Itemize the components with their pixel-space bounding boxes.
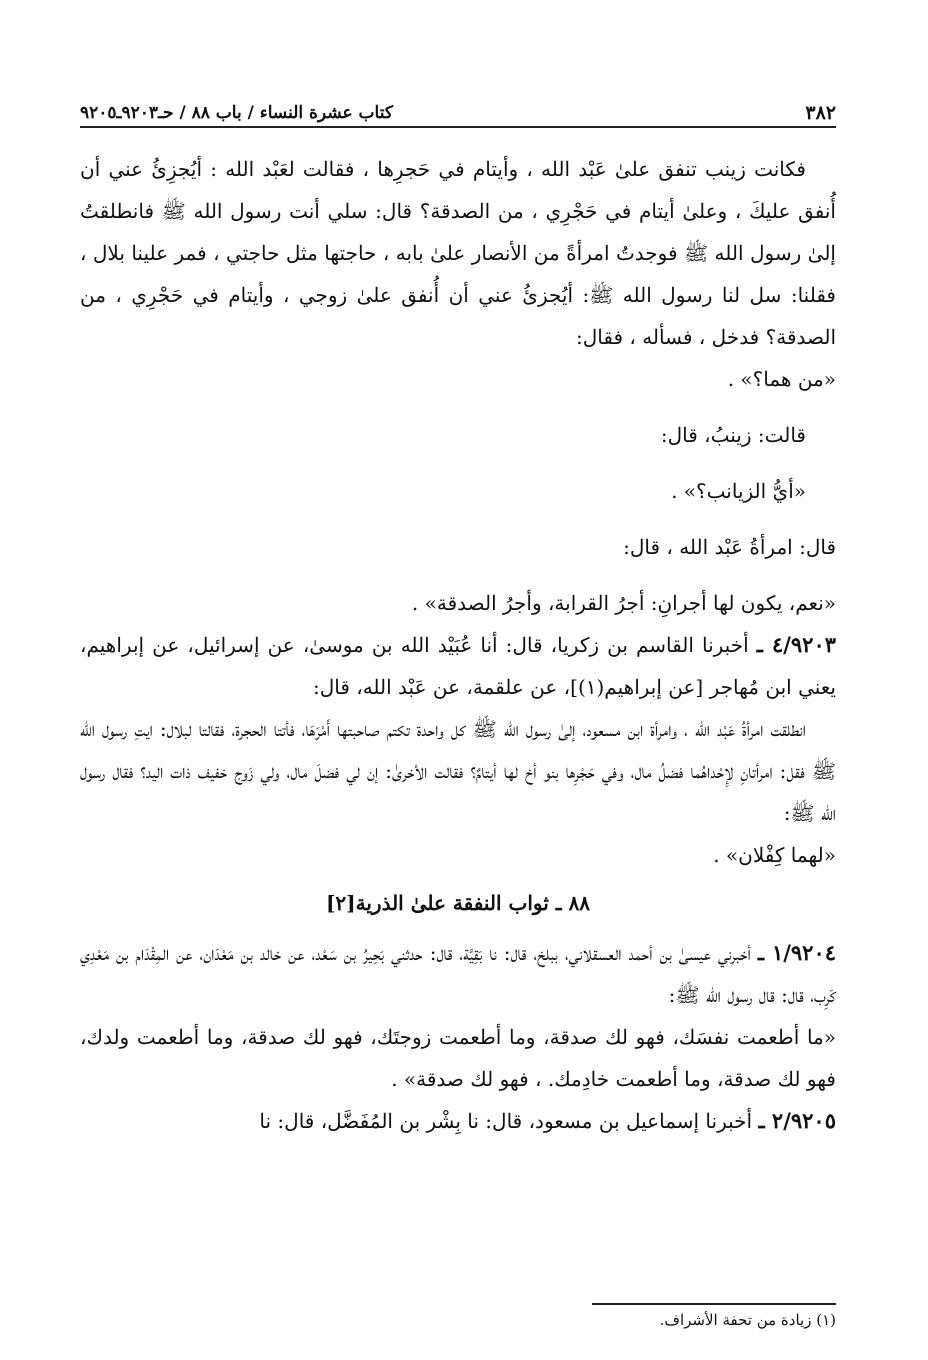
hadith-number: ١/٩٢٠٤ ـ bbox=[757, 940, 837, 965]
page-header bbox=[80, 92, 836, 128]
paragraph: قالت: زينبُ، قال: bbox=[660, 423, 806, 447]
hadith-number: ٢/٩٢٠٥ ـ bbox=[758, 1108, 836, 1133]
hadith-entry bbox=[80, 624, 836, 708]
hadith-text: أخبرنا إسماعيل بن مسعود، قال: نا بِشْر بن المُفَضَّل، قال: نا bbox=[259, 1109, 753, 1133]
paragraph: انطلقت امرأةُ عَبْد الله ، وامرأة ابن مسعود، إلىٰ رسول الله ﷺ كل واحدة تكتم صاحبتها أَمْرَهَا، فأتتا الحجرة، فقالتا لبلال: ايتِ رسول الله ﷺ فقل: امرأتانِ لإِحْداهُما فضلُ مال، وفي حَجْرِها بنو أخ لها أيتامٌ؟ فقالت الأخرىٰ: إن لي فضلَ مال، ولي زَوج خفيف ذات اليد؟ فقال رسول الله ﷺ: bbox=[80, 717, 836, 825]
hadith-text: أخبرني عيسىٰ بن أحمد العسقلاني، ببلخ، قال: نا بَقِيَّة، قال: حدثني بَحِيرُ بن سَعْد، عن خالد بن مَعْدَان، عن المِقْدَام بن مَعْدِي كَرِب، قال: قال رسول الله ﷺ: bbox=[80, 941, 836, 1007]
paragraph: قال: امرأةُ عَبْد الله ، قال: bbox=[623, 535, 836, 559]
quote-line: «لهما كِفْلان» . bbox=[713, 843, 836, 867]
footnote-divider bbox=[592, 1303, 836, 1305]
chapter-heading: ٨٨ ـ ثواب النفقة علىٰ الذرية[٢] bbox=[325, 891, 591, 915]
running-title: كتاب عشرة النساء / باب ٨٨ / حـ٩٢٠٣ـ٩٢٠٥ bbox=[80, 103, 393, 123]
hadith-number: ٤/٩٢٠٣ ـ bbox=[756, 632, 837, 657]
paragraph: فكانت زينب تنفق علىٰ عَبْد الله ، وأيتام في حَجرِها ، فقالت لعَبْد الله : أيُجزِئُ عني أن أُنفق عليكَ ، وعلىٰ أيتام في حَجْرِي ، من الصدقة؟ قال: سلي أنت رسول الله ﷺ فانطلقتُ إلىٰ رسول الله ﷺ فوجدتُ امرأةً من الأنصار علىٰ بابه ، حاجتها مثل حاجتي ، فمر علينا بلال ، فقلنا: سل لنا رسول الله ﷺ: أيُجزئُ عني أن أُنفق علىٰ زوجي ، وأيتام في حَجْرِي ، من الصدقة؟ فدخل ، فسأله ، فقال: bbox=[80, 157, 836, 349]
page-number: ٣٨٢ bbox=[805, 102, 836, 124]
hadith-entry bbox=[80, 932, 836, 1016]
quote-line: «نعم، يكون لها أجرانِ: أجرُ القرابة، وأجرُ الصدقة» . bbox=[411, 591, 836, 615]
quote-line: «أيُّ الزيانب؟» . bbox=[671, 479, 806, 503]
hadith-text: أخبرنا القاسم بن زكريا، قال: أنا عُبَيْد الله بن موسىٰ، عن إسرائيل، عن إبراهيم، يعني ابن مُهاجر [عن إبراهيم(١)]، عن علقمة، عن عَبْد الله، قال: bbox=[80, 633, 836, 699]
quote-line: «ما أطعمت نفسَك، فهو لك صدقة، وما أطعمت زوجتَك، فهو لك صدقة، وما أطعمت ولدك، فهو لك صدقة، وما أطعمت خادِمك. ، فهو لك صدقة» . bbox=[80, 1025, 836, 1091]
footnote: (١) زيادة من تحفة الأشراف. bbox=[659, 1311, 836, 1329]
quote-line: «من هما؟» . bbox=[727, 367, 836, 391]
hadith-entry bbox=[80, 1100, 836, 1142]
page-body bbox=[80, 148, 836, 1142]
